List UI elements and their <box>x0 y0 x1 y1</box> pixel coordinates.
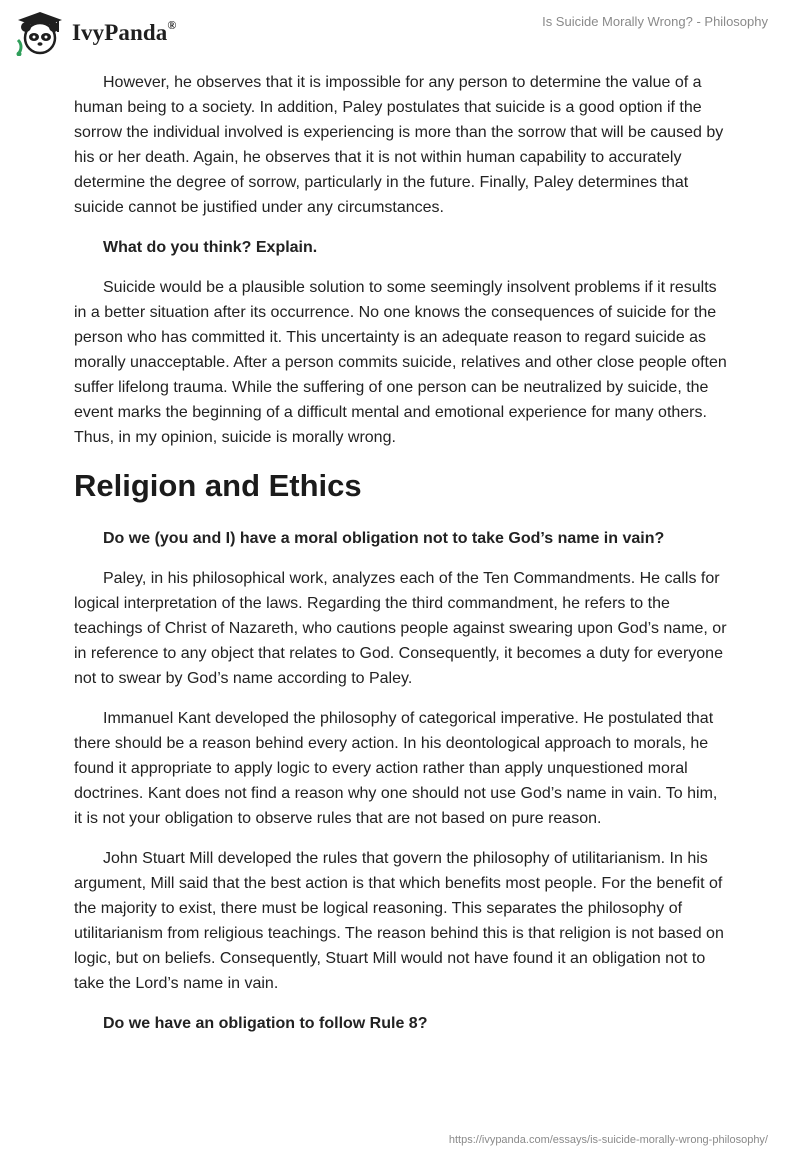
brand-name: IvyPanda® <box>72 18 177 45</box>
paragraph-paley-value: However, he observes that it is impossible for any person to determine the value of a human being to a society. In addition, Paley postulates that suicide is a good option if the sorrow the individual involved is experiencing is more than the sorrow that will be caused by his or her death. Again, he observes that it is not within human capability to accurately determine the degree of sorrow, particularly in the future. Finally, Paley determines that suicide cannot be justified under any circumstances. <box>74 74 724 216</box>
question-gods-name: Do we (you and I) have a moral obligation not to take God’s name in vain? <box>103 530 665 547</box>
footer-url[interactable]: https://ivypanda.com/essays/is-suicide-morally-wrong-philosophy/ <box>448 1134 768 1146</box>
paragraph-paley-commandments: Paley, in his philosophical work, analyzes each of the Ten Commandments. He calls for logical interpretation of the laws. Regarding the third commandment, he refers to the teachings of Christ of Nazareth, who cautions people against swearing upon God’s name, or in reference to any object that relates to God. Consequently, it becomes a duty for everyone not to swear by God’s name according to Paley. <box>74 570 727 687</box>
document-title: Is Suicide Morally Wrong? - Philosophy <box>542 14 768 29</box>
section-heading-religion-ethics: Religion and Ethics <box>74 468 362 503</box>
question-rule-8: Do we have an obligation to follow Rule 8? <box>103 1015 428 1032</box>
ivypanda-logo[interactable] <box>14 10 176 56</box>
paragraph-suicide-opinion: Suicide would be a plausible solution to some seemingly insolvent problems if it results in a better situation after its occurrence. No one knows the consequences of suicide for the person who has committed it. This uncertainty is an adequate reason to regard suicide as morally unacceptable. After a person commits suicide, relatives and other close people often suffer lifelong trauma. While the suffering of one person can be neutralized by suicide, the event marks the beginning of a difficult mental and emotional experience for many others. Thus, in my opinion, suicide is morally wrong. <box>74 279 727 446</box>
paragraph-mill: John Stuart Mill developed the rules that govern the philosophy of utilitarianism. In his argument, Mill said that the best action is that which benefits most people. For the benefit of the majority to exist, there must be logical reasoning. This separates the philosophy of utilitarianism from religious teachings. The reason behind this is that religion is not based on logic, but on beliefs. Consequently, Stuart Mill would not have found it an obligation not to take the Lord’s name in vain. <box>74 850 724 992</box>
page-header <box>0 0 800 70</box>
panda-mascot-icon <box>14 10 66 56</box>
essay-content <box>74 70 728 1051</box>
question-what-do-you-think: What do you think? Explain. <box>103 239 318 256</box>
paragraph-kant: Immanuel Kant developed the philosophy of categorical imperative. He postulated that there should be a reason behind every action. In his deontological approach to morals, he found it appropriate to apply logic to every action rather than apply unquestioned moral doctrines. Kant does not find a reason why one should not use God’s name in vain. To him, it is not your obligation to observe rules that are not based on pure reason. <box>74 710 718 827</box>
